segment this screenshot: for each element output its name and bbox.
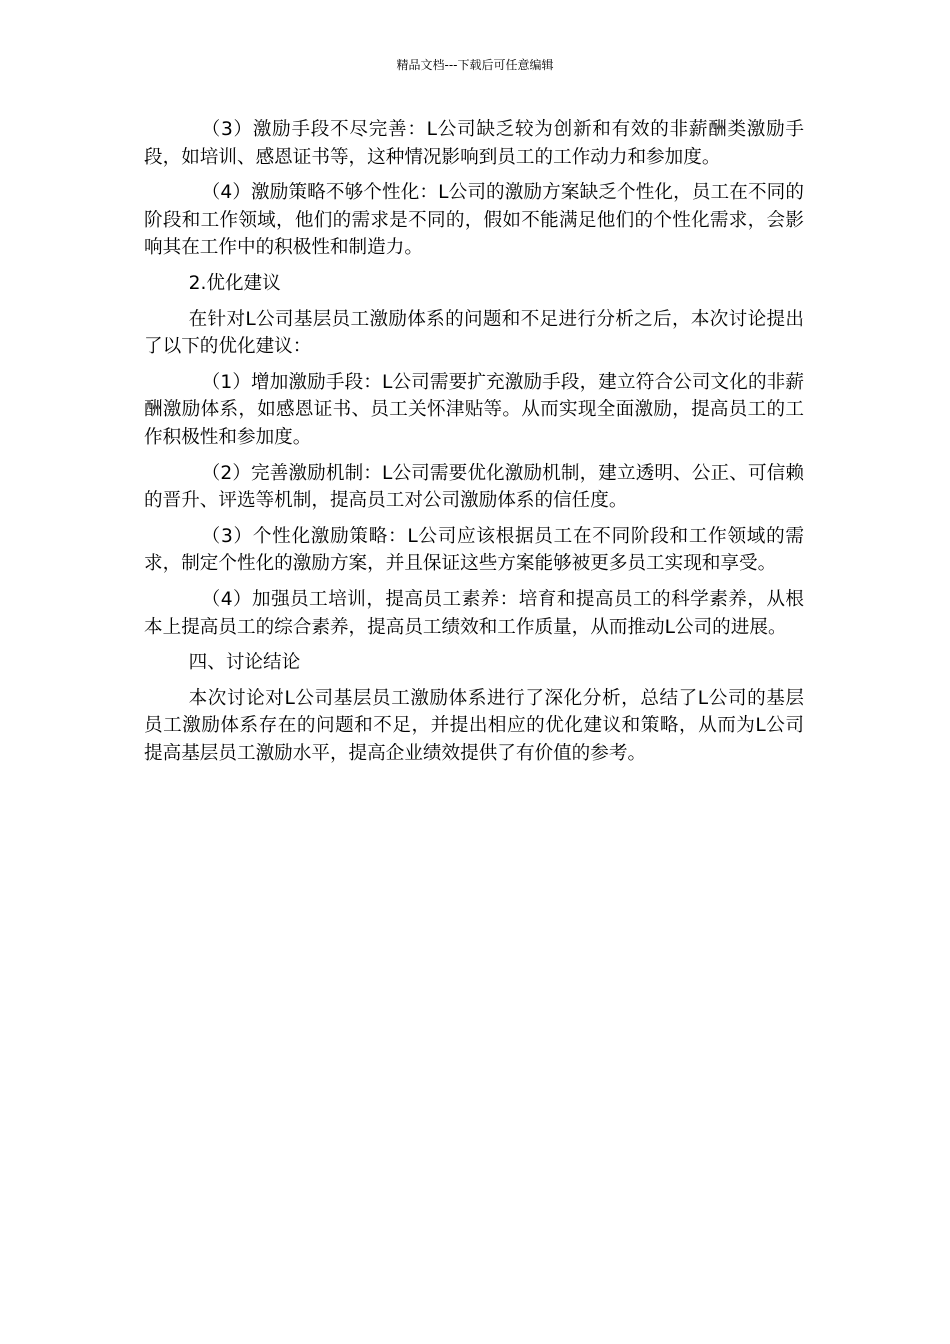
section-heading-optimization: 2.优化建议	[188, 272, 281, 294]
paragraph-conclusion: 本次讨论对L公司基层员工激励体系进行了深化分析，总结了L公司的基层员工激励体系存在的问题和不足，并提出相应的优化建议和策略，从而为L公司提高基层员工激励水平，提高企业绩效提供了有价值的参考。	[144, 687, 804, 764]
paragraph-optimization-intro: 在针对L公司基层员工激励体系的问题和不足进行分析之后，本次讨论提出了以下的优化建议：	[144, 308, 804, 358]
paragraph-suggestion-4: （4）加强员工培训，提高员工素养：培育和提高员工的科学素养，从根本上提高员工的综合素养，提高员工绩效和工作质量，从而推动L公司的进展。	[144, 588, 804, 638]
document-body	[144, 116, 804, 775]
paragraph-incentive-strategy: （4）激励策略不够个性化：L公司的激励方案缺乏个性化，员工在不同的阶段和工作领域，他们的需求是不同的，假如不能满足他们的个性化需求，会影响其在工作中的积极性和制造力。	[144, 182, 804, 259]
paragraph-suggestion-2: （2）完善激励机制：L公司需要优化激励机制，建立透明、公正、可信赖的晋升、评选等机制，提高员工对公司激励体系的信任度。	[144, 462, 804, 512]
page-header: 精品文档---下载后可任意编辑	[396, 58, 554, 72]
paragraph-suggestion-1: （1）增加激励手段：L公司需要扩充激励手段，建立符合公司文化的非薪酬激励体系，如感恩证书、员工关怀津贴等。从而实现全面激励，提高员工的工作积极性和参加度。	[144, 371, 804, 448]
paragraph-incentive-means: （3）激励手段不尽完善：L公司缺乏较为创新和有效的非薪酬类激励手段，如培训、感恩证书等，这种情况影响到员工的工作动力和参加度。	[144, 119, 804, 168]
section-heading-conclusion: 四、讨论结论	[188, 652, 301, 674]
paragraph-suggestion-3: （3）个性化激励策略：L公司应该根据员工在不同阶段和工作领域的需求，制定个性化的激励方案，并且保证这些方案能够被更多员工实现和享受。	[144, 525, 804, 575]
